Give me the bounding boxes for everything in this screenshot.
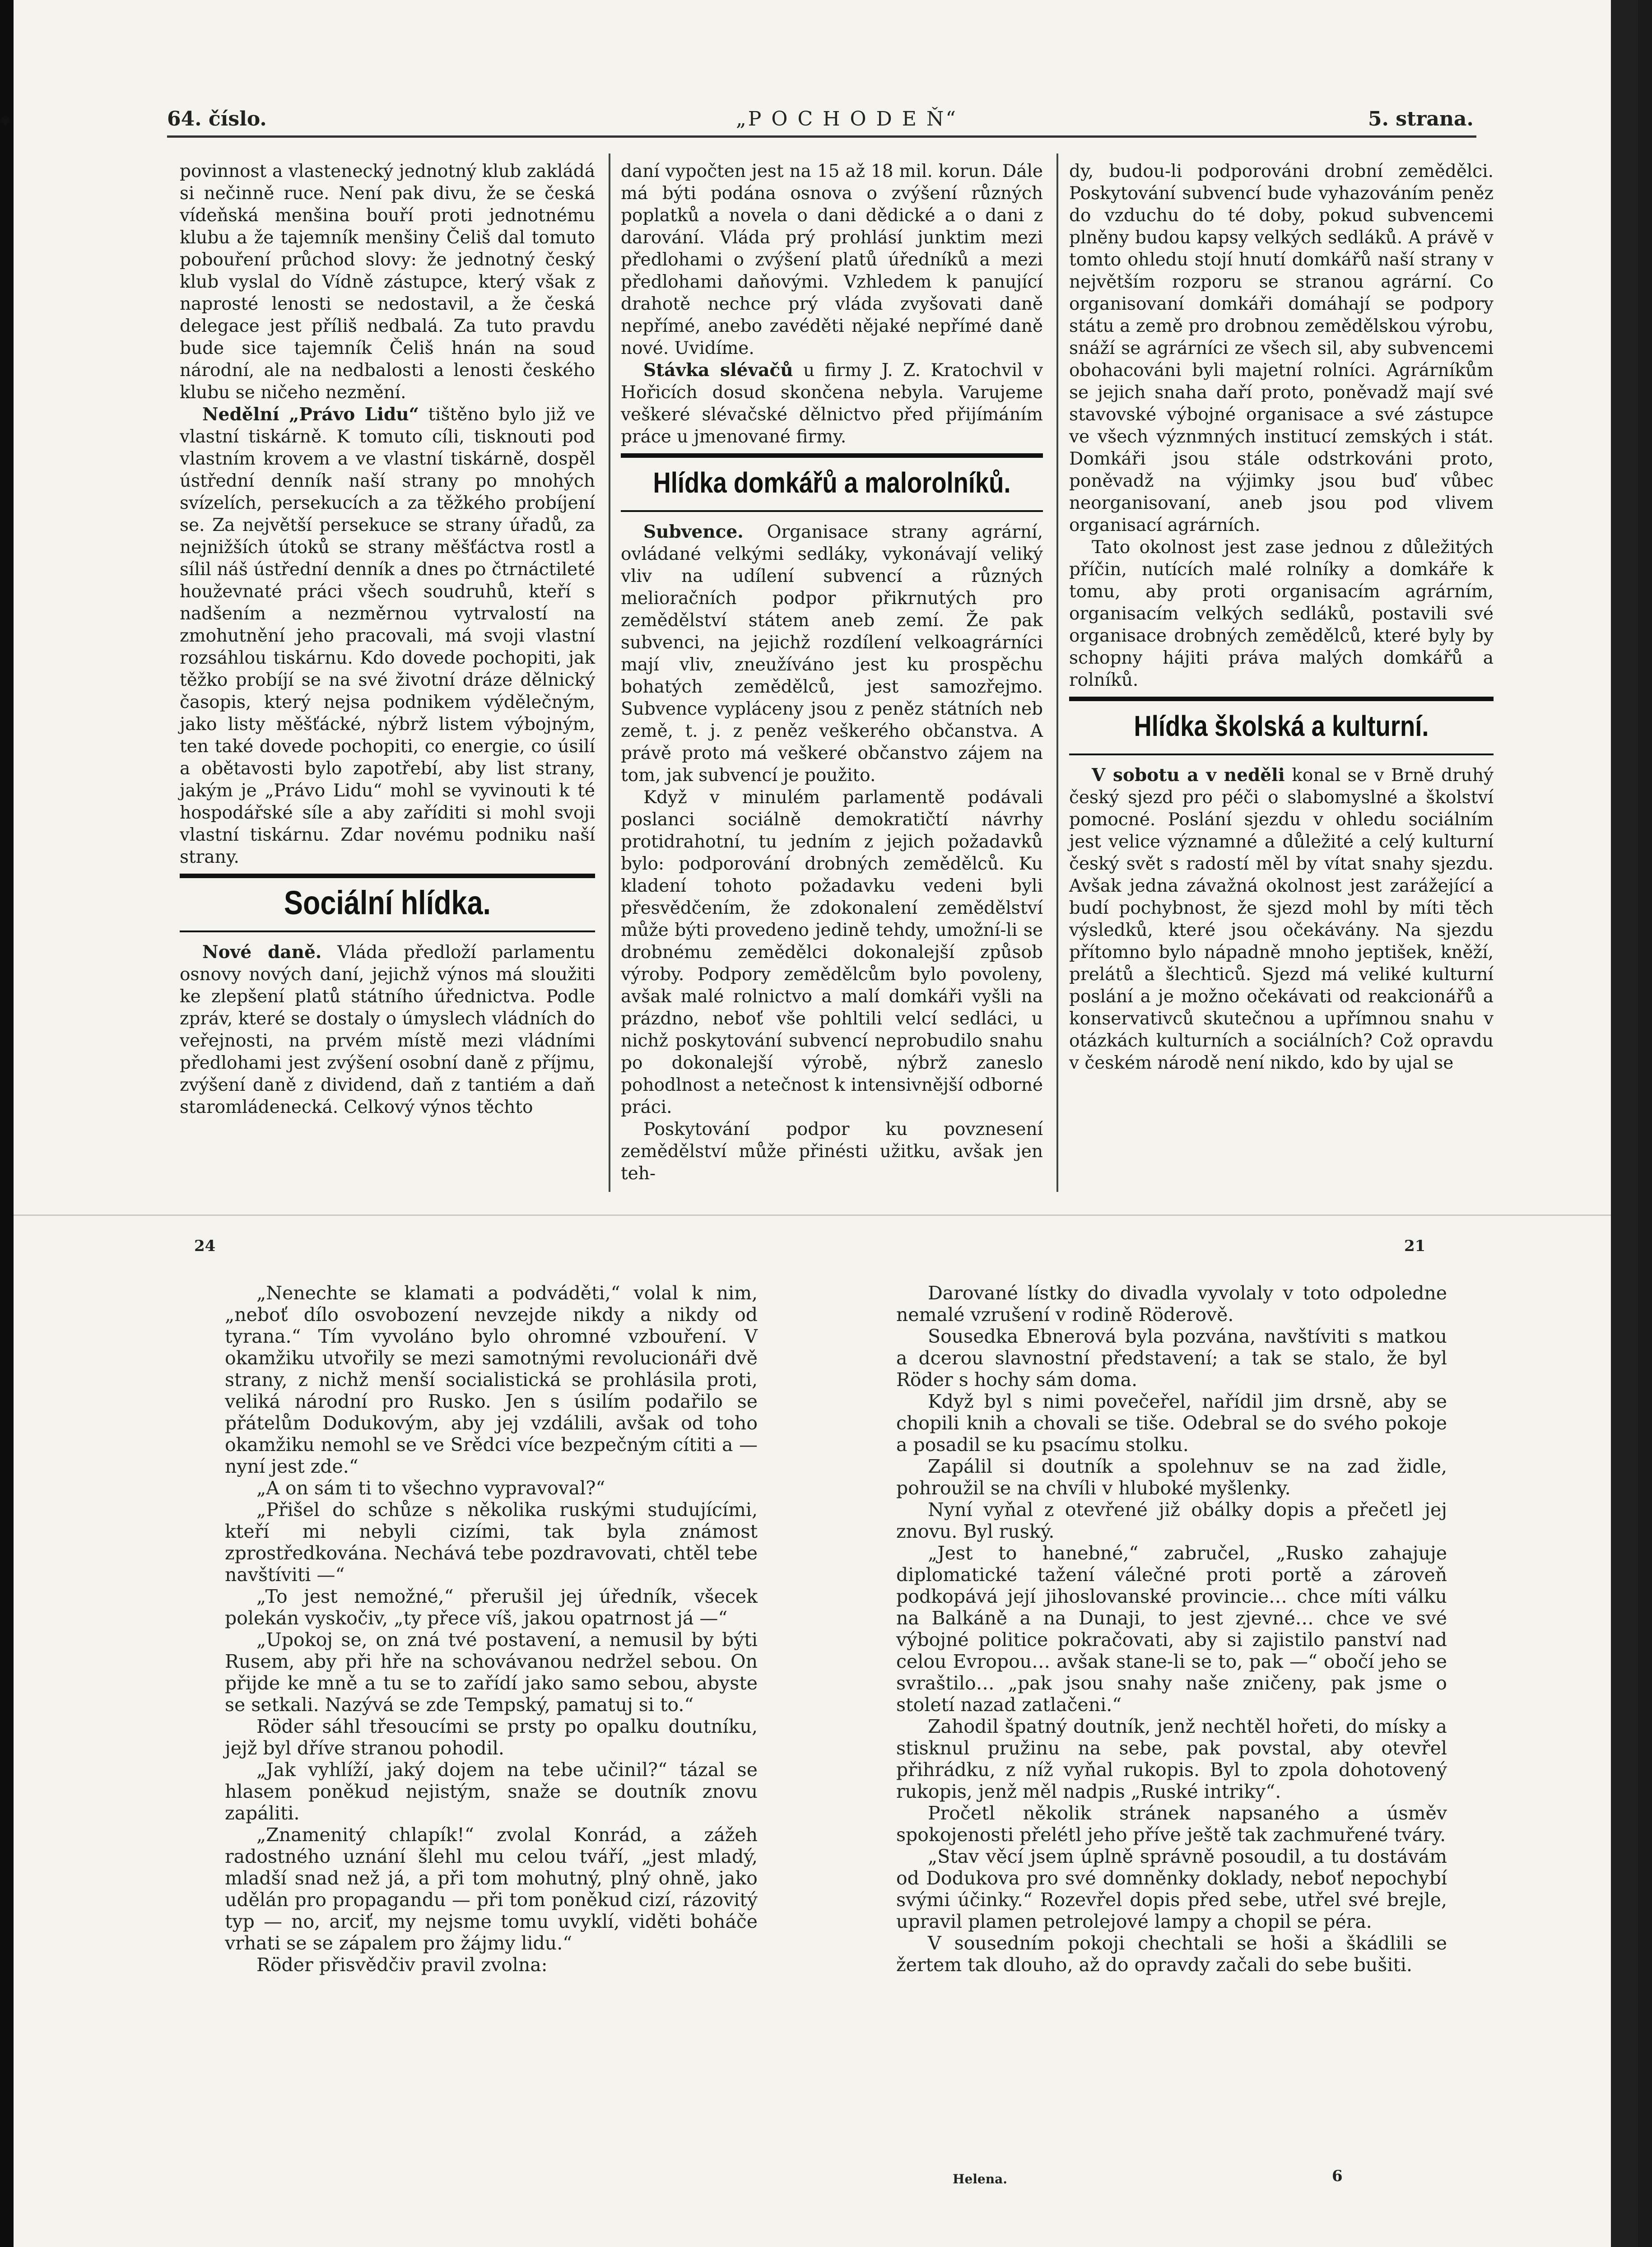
section-heading-culture: Hlídka školská a kulturní. <box>1134 710 1429 742</box>
article-paragraph <box>180 404 595 868</box>
story-paragraph: Pročetl několik stránek napsaného a úsměv spokojenosti přelétl jeho příve ještě tak zachmuřené tváry. <box>896 1802 1447 1846</box>
story-page-number-right: 21 <box>1404 1237 1426 1255</box>
story-paragraph: Zapálil si doutník a spolehnuv se na zad židle, pohroužil se na chvíli v hluboké myšlenky. <box>896 1456 1447 1499</box>
story-paragraph: V sousedním pokoji chechtali se hoši a škádlili se žertem tak dlouho, až do opravdy začali do sebe bušiti. <box>896 1932 1447 1976</box>
article-text: dy, budou-li podporováni drobní zemědělci. Poskytování subvencí bude vyhazováním peněz do vzduchu do té doby, pokud subvencemi plněny budou kapsy velkých sedláků. A právě v tomto ohledu stojí hnutí domkářů naší strany v největším rozporu se stranou agrární. Co organisovaní domkáři domáhají se podpory státu a země pro drobnou zemědělskou výrobu, snáží se agrárníci ze všech sil, aby subvencemi obohacováni byli majetní rolníci. Agrárníkům se jejich snaha daří proto, poněvadž mají své stavovské výbojné organisace a své zástupce ve všech význmných institucí zemských i stát. Domkáři jsou stále odstrkováni proto, poněvadž na výjimky jsou buď vůbec neorganisovaní, aneb jsou pod vlivem organisací agrárních. <box>1069 161 1494 535</box>
section-rule <box>621 510 1043 512</box>
section-rule <box>1069 697 1494 701</box>
issue-number: 64. číslo. <box>167 107 267 130</box>
column-1 <box>180 160 595 1118</box>
story-paragraph: „Jak vyhlíží, jaký dojem na tebe učinil?“ tázal se hlasem poněkud nejistým, snaže se doutník znovu zapáliti. <box>225 1759 758 1824</box>
header-rule <box>167 135 1476 138</box>
article-text: Vláda předloží parlamentu osnovy nových daní, jejichž výnos má sloužiti ke zlepšení platů státního úřednictva. Podle zpráv, které se dostaly o úmyslech vládních do veřejnosti, na prvém místě mezi vládními předlohami jest zvýšení osobní daně z příjmu, zvýšení daně z dividend, daň z tantiém a daň staromládenecká. Celkový výnos těchto <box>180 942 596 1117</box>
page-fold <box>14 1214 1638 1216</box>
article-text: konal se v Brně druhý český sjezd pro péči o slabomyslné a školství pomocné. Poslání sjezdu v ohledu sociálním jest velice významné a důležité a celý kulturní český svět s radostí měl by vítat snahy sjezdu. Avšak jedna závažná okolnost jest zarážející a budí pochybnost, že sjezd mohl by míti těch výsledků, které jsou očekávány. Na sjezdu přítomno bylo nápadně mnoho jeptišek, kněží, prelátů a šlechticů. Sjezd má veliké kulturní poslání a je možno očekávati od reakcionářů a konservativců skutečnou a upřímnou snahu v otázkách kulturních a sociálních? Což opravdu v českém národě není nikdo, kdo by ujal se <box>1069 765 1494 1073</box>
article-paragraph <box>621 521 1043 786</box>
story-page-number-left: 24 <box>194 1237 216 1255</box>
section-rule <box>621 453 1043 458</box>
story-paragraph: Zahodil špatný doutník, jenž nechtěl hořeti, do mísky a stisknul pružinu na sebe, pak povstal, aby otevřel přihrádku, z níž vyňal rukopis. Byl to zpola dohotovený rukopis, jenž měl nadpis „Ruské intriky“. <box>896 1716 1447 1802</box>
article-text: Tato okolnost jest zase jednou z důležitých příčin, nutících malé rolníky a domkáře k tomu, aby proti organisacím agrárním, organisacím velkých sedláků, postavili své organisace drobných zemědělců, které byly by schopny hájiti práva malých domkářů a rolníků. <box>1069 537 1494 690</box>
serial-story-right <box>896 1282 1447 1976</box>
section-heading-social: Sociální hlídka. <box>284 884 491 921</box>
story-footer-number: 6 <box>1332 2167 1343 2185</box>
article-text: u firmy J. Z. Kratochvil v Hořicích dosud skončena nebyla. Varujeme veškeré slévačské dělnictvo před přijímáním práce u jmenované firmy. <box>621 360 1043 447</box>
article-lead: Stávka slévačů <box>643 360 793 381</box>
article-text: povinnost a vlastenecký jednotný klub zakládá si nečinně ruce. Není pak divu, že se česká vídeňská menšina bouří proti jednotnému klubu a že tajemník menšiny Čeliš dal tomuto pobouření průchod slovy: že jednotný český klub vyslal do Vídně zástupce, který však z naprosté lenosti se nedostavil, a že česká delegace jest příliš nedbalá. Za tuto pravdu bude sice tajemník Čeliš hnán na soud národní, ale na nedbalosti a lenosti českého klubu se ničeho nezmění. <box>180 161 595 403</box>
column-divider <box>1056 154 1058 1192</box>
story-paragraph: „A on sám ti to všechno vypravoval?“ <box>256 1477 605 1499</box>
story-paragraph: Když byl s nimi povečeřel, nařídil jim drsně, aby se chopili knih a chovali se tiše. Odebral se do svého pokoje a posadil se ku psacímu stolku. <box>896 1391 1447 1456</box>
article-lead: Nové daně. <box>202 942 322 963</box>
article-text: Organisace strany agrární, ovládané velkými sedláky, vykonávají veliký vliv na udílení subvencí a různých melioračních podpor přikrnutých pro zemědělství státem aneb zemí. Že pak subvenci, na jejichž rozdílení velkoagrárníci mají vliv, zneužíváno jest ku prospěchu bohatých zemědělců, jest samozřejmo. Subvence vypláceny jsou z peněz státních neb země, t. j. z peněz veškerého občanstva. A právě proto má veškeré občanstvo zájem na tom, jak subvencí je použito. <box>621 522 1043 786</box>
newspaper-page <box>14 0 1638 2247</box>
story-paragraph: Sousedka Ebnerová byla pozvána, navštíviti s matkou a dcerou slavnostní představení; a tak se stalo, že byl Röder s hochy sám doma. <box>896 1326 1447 1391</box>
scan-left-edge <box>0 0 14 2247</box>
page-label: 5. strana. <box>1368 107 1474 130</box>
story-paragraph: „Znamenitý chlapík!“ zvolal Konrád, a zážeh radostného uznání šlehl mu celou tváří, „jest mladý, mladší snad než já, a při tom mohutný, plný ohně, jako udělán pro propagandu — při tom poněkud cizí, rázovitý typ — no, arciť, my nejsme tomu uvyklí, viděti boháče vrhati se se zápalem pro žájmy lidu.“ <box>225 1824 758 1954</box>
article-text: Poskytování podpor ku povznesení zemědělství může přinésti užitku, avšak jen teh- <box>621 1119 1043 1184</box>
section-heading-smallholders: Hlídka domkářů a malorolníků. <box>653 466 1011 499</box>
story-paragraph: „Jest to hanebné,“ zabručel, „Rusko zahajuje diplomatické tažení válečné proti portě a zároveň podkopává její jihoslovanské provincie… chce míti válku na Balkáně a na Dunaji, to jest zjevné… chce ve své výbojné politice pokračovati, aby si zajistilo panství nad celou Evropou… avšak stane-li se to, pak —“ obočí jeho se svraštilo… „pak jsou snahy naše zničeny, pak jsme o století nazad zatlačeni.“ <box>896 1542 1447 1716</box>
story-paragraph: „To jest nemožné,“ přerušil jej úředník, všecek polekán vyskočiv, „ty přece víš, jakou opatrnost já —“ <box>225 1586 758 1629</box>
story-paragraph: „Nenechte se klamati a podváděti,“ volal k nim, „neboť dílo osvobození nevzejde nikdy a nikdy od tyrana.“ Tím vyvoláno bylo ohromné vzbouření. V okamžiku utvořily se mezi samotnými revolucionáři dvě strany, z nichž menší socialistická se prohlásila proti, veliká národní pro Rusko. Jen s úsilím podařilo se přátelům Dodukovým, aby jej vzdálili, avšak od toho okamžiku nemohl se ve Srědci více bezpečným cítiti a — nyní jest zde.“ <box>225 1282 758 1477</box>
masthead-title: „P O C H O D E Ň“ <box>736 107 958 130</box>
story-paragraph: Nyní vyňal z otevřené již obálky dopis a přečetl jej znovu. Byl ruský. <box>896 1499 1447 1542</box>
column-divider <box>609 154 610 1192</box>
story-paragraph: „Přišel do schůze s několika ruskými studujícími, kteří mi nebyli cizími, tak byla známost zprostředkována. Nechává tebe pozdravovati, chtěl tebe navštíviti —“ <box>225 1499 758 1586</box>
article-lead: Nedělní „Právo Lidu“ <box>202 404 419 425</box>
section-rule <box>1069 754 1494 755</box>
article-lead: V sobotu a v neděli <box>1092 765 1285 786</box>
section-rule <box>180 874 595 878</box>
article-text: daní vypočten jest na 15 až 18 mil. korun. Dále má býti podána osnova o zvýšení různých poplatků a novela o dani dědické a o dani z darování. Vláda prý prohlásí junktim mezi předlohami o zvýšení platů úředníků a mezi předlohami daňovými. Vzhledem k panující drahotě nechce prý vláda zvyšovati daně nepřímé, anebo zavéděti nějaké nepřímé daně nové. Uvidíme. <box>621 161 1043 358</box>
scan-right-edge <box>1611 0 1638 2247</box>
article-paragraph <box>1069 764 1494 1074</box>
article-text: tištěno bylo již ve vlastní tiskárně. K tomuto cíli, tisknouti pod vlastním krovem a ve vlastní tiskárně, dospěl ústřední denník naší strany po mnohých svízelích, persekucích a za těžkého probíjení se. Za největší persekuce se strany úřadů, za nejnižších útoků se strany měšťáctva rostl a sílil náš ústřední denník a dnes po čtrnáctileté houževnaté práci všech soudruhů, kteří s nadšením a nezměrnou vytrvalostí na zmohutnění jeho pracovali, má svoji vlastní rozsáhlou tiskárnu. Kdo dovede pochopiti, jak těžko probíjí se na své životní dráze dělnický časopis, který nejsa podnikem výdělečným, jako listy měšťácké, nýbrž listem výbojným, ten také dovede pochopiti, co energie, co úsilí a obětavosti bylo zapotřebí, aby list strany, jakým je „Právo Lidu“ mohl se vyvinouti k té hospodářské síle a aby zaříditi si mohl svoji vlastní tiskárnu. Zdar novému podniku naší strany. <box>180 405 595 867</box>
article-lead: Subvence. <box>643 521 744 542</box>
story-paragraph: Röder sáhl třesoucími se prsty po opalku doutníku, jejž byl dříve stranou pohodil. <box>225 1716 758 1759</box>
article-paragraph <box>180 941 595 1118</box>
story-paragraph: „Stav věcí jsem úplně správně posoudil, a tu dostávám od Dodukova pro své domněnky doklady, neboť nepochybí svými účinky.“ Rozevřel dopis před sebe, utřel své brejle, upravil plamen petrolejové lampy a chopil se péra. <box>896 1846 1447 1932</box>
story-paragraph: „Upokoj se, on zná tvé postavení, a nemusil by býti Rusem, aby při hře na schovávanou nedržel sebou. On přijde ke mně a tu se to zařídí jako samo sebou, abyste se setkali. Nazývá se zde Tempský, pamatuj si to.“ <box>225 1629 758 1716</box>
serial-story-left <box>225 1282 758 1976</box>
story-paragraph: Darované lístky do divadla vyvolaly v toto odpoledne nemalé vzrušení v rodině Röderově. <box>896 1282 1447 1326</box>
section-rule <box>180 930 595 932</box>
column-3 <box>1069 160 1494 1074</box>
article-paragraph <box>621 359 1043 448</box>
article-text: Když v minulém parlamentě podávali poslanci sociálně demokratičtí návrhy protidrahotní, tu jedním z jejich požadavků bylo: podporování drobných zemědělců. Ku kladení tohoto požadavku vedeni byli přesvědčením, že zdokonalení zemědělství může býti provedeno jedině tehdy, umožní-li se drobnému zemědělci dokonalejší způsob výroby. Podpory zemědělcům bylo povoleny, avšak malé rolnictvo a malí domkáři vyšli na prázdno, neboť vše pohltili velcí sedláci, u nichž poskytování subvencí neprobudilo snahu po dokonalejší výrobě, nýbrž zaneslo pohodlnost a netečnost k intensivnější odborné práci. <box>621 787 1043 1117</box>
story-footer-title: Helena. <box>953 2172 1007 2187</box>
column-2 <box>621 160 1043 1185</box>
story-paragraph: Röder přisvědčiv pravil zvolna: <box>256 1954 548 1976</box>
arrow-marker-icon: ◆ <box>0 111 11 128</box>
